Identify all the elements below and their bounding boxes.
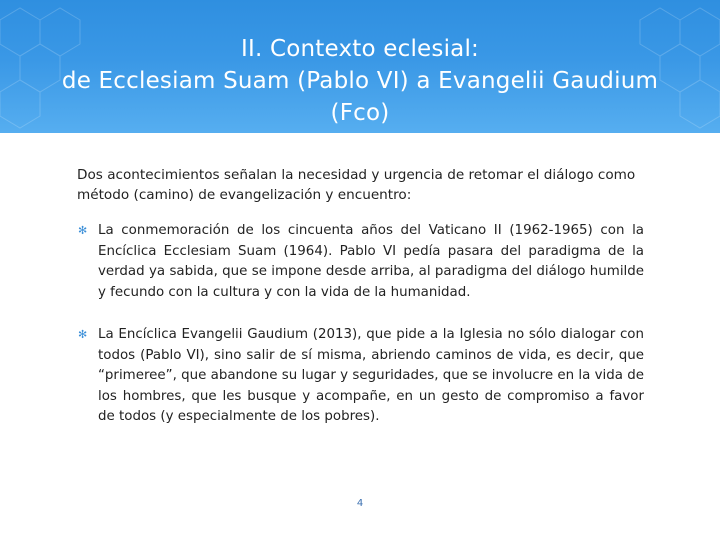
intro-paragraph: Dos acontecimientos señalan la necesidad y urgencia de retomar el diálogo como método (camino) de evangelización y encuentro: [77,166,636,203]
slide-title-line-2: de Ecclesiam Suam (Pablo VI) a Evangelii Gaudium [61,68,659,95]
bullet-list [78,221,644,428]
bullet-item [78,221,644,303]
slide-title [20,33,700,129]
bullet-text: La Encíclica Evangelii Gaudium (2013), que pide a la Iglesia no sólo dialogar con todos (Pablo VI), sino salir de sí misma, abriendo caminos de vida, es decir, que “primeree”, que abandone su lugar y seguridades, que se involucre en la vida de los hombres, que les busque y acompañe, en un gesto de compromiso a favor de todos (y especialmente de los pobres). [98,327,644,424]
asterisk-bullet-icon: ✻ [78,328,88,341]
title-band [0,0,720,133]
bullet-item [78,325,644,428]
asterisk-bullet-icon: ✻ [78,224,88,237]
slide-title-line-1: II. Contexto eclesial: [240,36,480,63]
page-number: 4 [356,498,364,509]
bullet-text: La conmemoración de los cincuenta años del Vaticano II (1962-1965) con la Encíclica Ecclesiam Suam (1964). Pablo VI pedía pasara del paradigma de la verdad ya sabida, que se impone desde arriba, al paradigma del diálogo humilde y fecundo con la cultura y con la vida de la humanidad. [98,223,644,300]
slide-title-line-3: (Fco) [330,100,390,127]
